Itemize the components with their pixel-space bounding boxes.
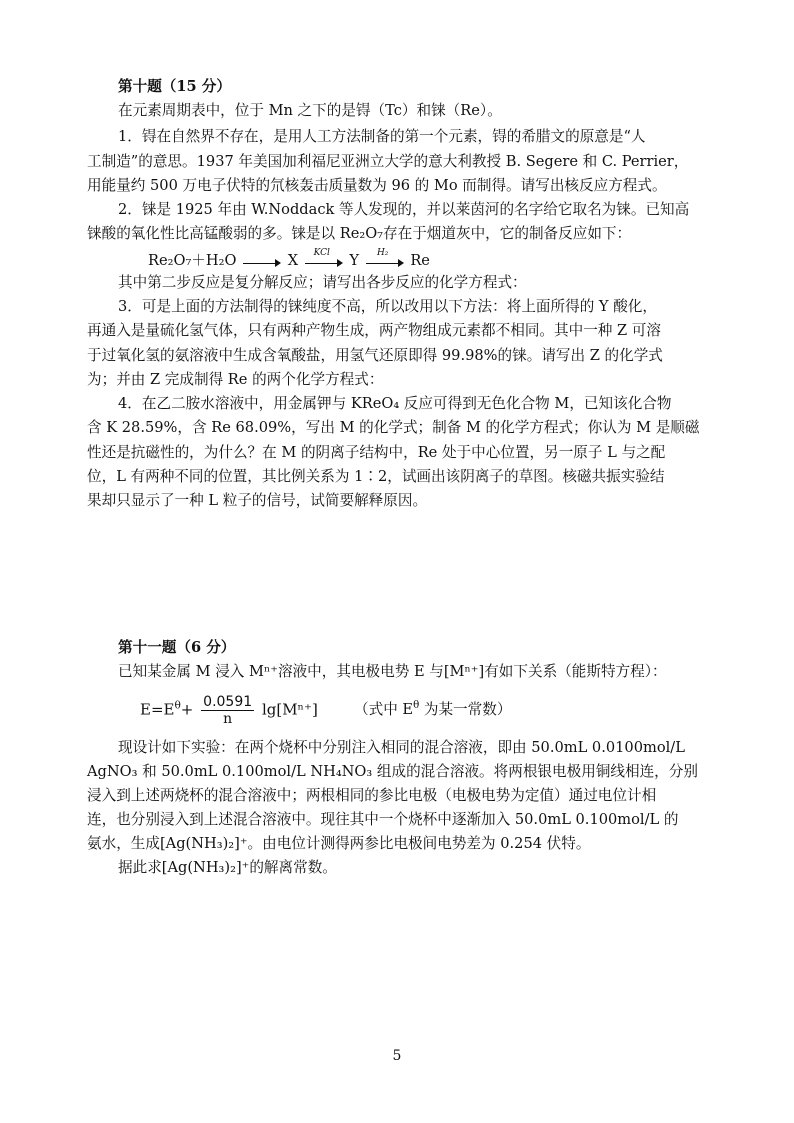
eq-e: E=E	[140, 700, 175, 719]
eq-fraction	[201, 694, 254, 727]
q10-line-5: 铼酸的氧化性比高锰酸弱的多。铼是以 Re₂O₇存在于烟道灰中，它的制备反应如下：	[87, 225, 632, 242]
reaction-arrow-h2	[366, 248, 404, 268]
eq-note-theta: θ	[413, 700, 420, 712]
q11-line-0: 现设计如下实验：在两个烧杯中分别注入相同的混合溶液，即由 50.0mL 0.0100mol/L	[118, 739, 685, 756]
eq-note	[354, 698, 511, 719]
eq-note-end: 为某一常数）	[419, 701, 512, 718]
q11-line-3: 连，也分别浸入到上述混合溶液中。现往其中一个烧杯中逐渐加入 50.0mL 0.100mol/L 的	[87, 811, 679, 828]
q11-intro: 已知某金属 M 浸入 Mⁿ⁺溶液中，其电极电势 E 与[Mⁿ⁺]有如下关系（能斯特方程）：	[118, 663, 667, 680]
q10-line2-5: 4．在乙二胺水溶液中，用金属钾与 KReO₄ 反应可得到无色化合物 M，已知该化合物	[118, 395, 672, 412]
reaction-x: X	[287, 252, 299, 269]
q10-line-4: 2．铼是 1925 年由 W.Noddack 等人发现的，并以莱茵河的名字给它取名为铼。已知高	[118, 201, 690, 218]
eq-plus: +	[180, 700, 194, 719]
eq-denominator: n	[223, 711, 233, 727]
eq-note-start: （式中 E	[354, 701, 414, 718]
q10-line2-7: 性还是抗磁性的，为什么？在 M 的阴离子结构中，Re 处于中心位置，另一原子 L 与之配	[87, 444, 666, 461]
q10-reaction-scheme	[148, 249, 430, 270]
eq-log-term: lg[Mⁿ⁺]	[261, 700, 318, 719]
q11-line-2: 浸入到上述两烧杯的混合溶液中；两根相同的参比电极（电极电势为定值）通过电位计相	[87, 787, 657, 804]
q10-line-3: 用能量约 500 万电子伏特的氘核轰击质量数为 96 的 Mo 而制得。请写出核反应方程式。	[87, 177, 667, 194]
q10-line-2: 工制造”的意思。1937 年美国加利福尼亚洲立大学的意大利教授 B. Segere 和 C. Perrier，	[87, 153, 689, 170]
page-number: 5	[392, 1048, 402, 1064]
reaction-start: Re₂O₇＋H₂O	[148, 252, 237, 269]
reaction-arrow-1	[243, 254, 281, 268]
q11-line-4: 氨水，生成[Ag(NH₃)₂]⁺。由电位计测得两参比电极间电势差为 0.254 伏特。	[87, 835, 591, 852]
q10-line2-2: 再通入是量硫化氢气体，只有两种产物生成，两产物组成元素都不相同。其中一种 Z 可溶	[87, 322, 661, 339]
reaction-re: Re	[410, 252, 430, 269]
q10-line-1: 1．锝在自然界不存在，是用人工方法制备的第一个元素，锝的希腊文的原意是“人	[118, 128, 646, 145]
reaction-y: Y	[349, 252, 360, 269]
q10-line2-9: 果却只显示了一种 L 粒子的信号，试简要解释原因。	[87, 492, 428, 509]
q11-line-5: 据此求[Ag(NH₃)₂]⁺的解离常数。	[118, 859, 337, 876]
q10-line2-4: 为；并由 Z 完成制得 Re 的两个化学方程式：	[87, 371, 384, 388]
nernst-equation	[140, 694, 318, 727]
q10-line2-0: 其中第二步反应是复分解反应；请写出各步反应的化学方程式：	[118, 274, 527, 291]
eq-numerator: 0.0591	[203, 694, 253, 710]
q10-line-0: 在元素周期表中，位于 Mn 之下的是锝（Tc）和铼（Re）。	[118, 102, 502, 119]
kcl-label: KCl	[313, 248, 330, 258]
q10-line2-3: 于过氧化氢的氨溶液中生成含氧酸盐，用氢气还原即得 99.98%的铼。请写出 Z 的化学式	[87, 347, 663, 364]
q10-line2-1: 3．可是上面的方法制得的铼纯度不高，所以改用以下方法：将上面所得的 Y 酸化，	[118, 298, 657, 315]
reaction-arrow-kcl	[305, 248, 343, 268]
q10-line2-8: 位，L 有两种不同的位置，其比例关系为 1∶2，试画出该阴离子的草图。核磁共振实验结	[87, 468, 665, 485]
q10-heading: 第十题（15 分）	[118, 78, 231, 95]
q11-heading: 第十一题（6 分）	[118, 639, 236, 656]
q10-line2-6: 含 K 28.59%，含 Re 68.09%，写出 M 的化学式；制备 M 的化学方程式；你认为 M 是顺磁	[87, 419, 700, 436]
eq-theta: θ	[174, 699, 181, 712]
q11-line-1: AgNO₃ 和 50.0mL 0.100mol/L NH₄NO₃ 组成的混合溶液。将两根银电极用铜线相连，分别	[87, 763, 698, 780]
h2-label: H₂	[376, 248, 389, 258]
